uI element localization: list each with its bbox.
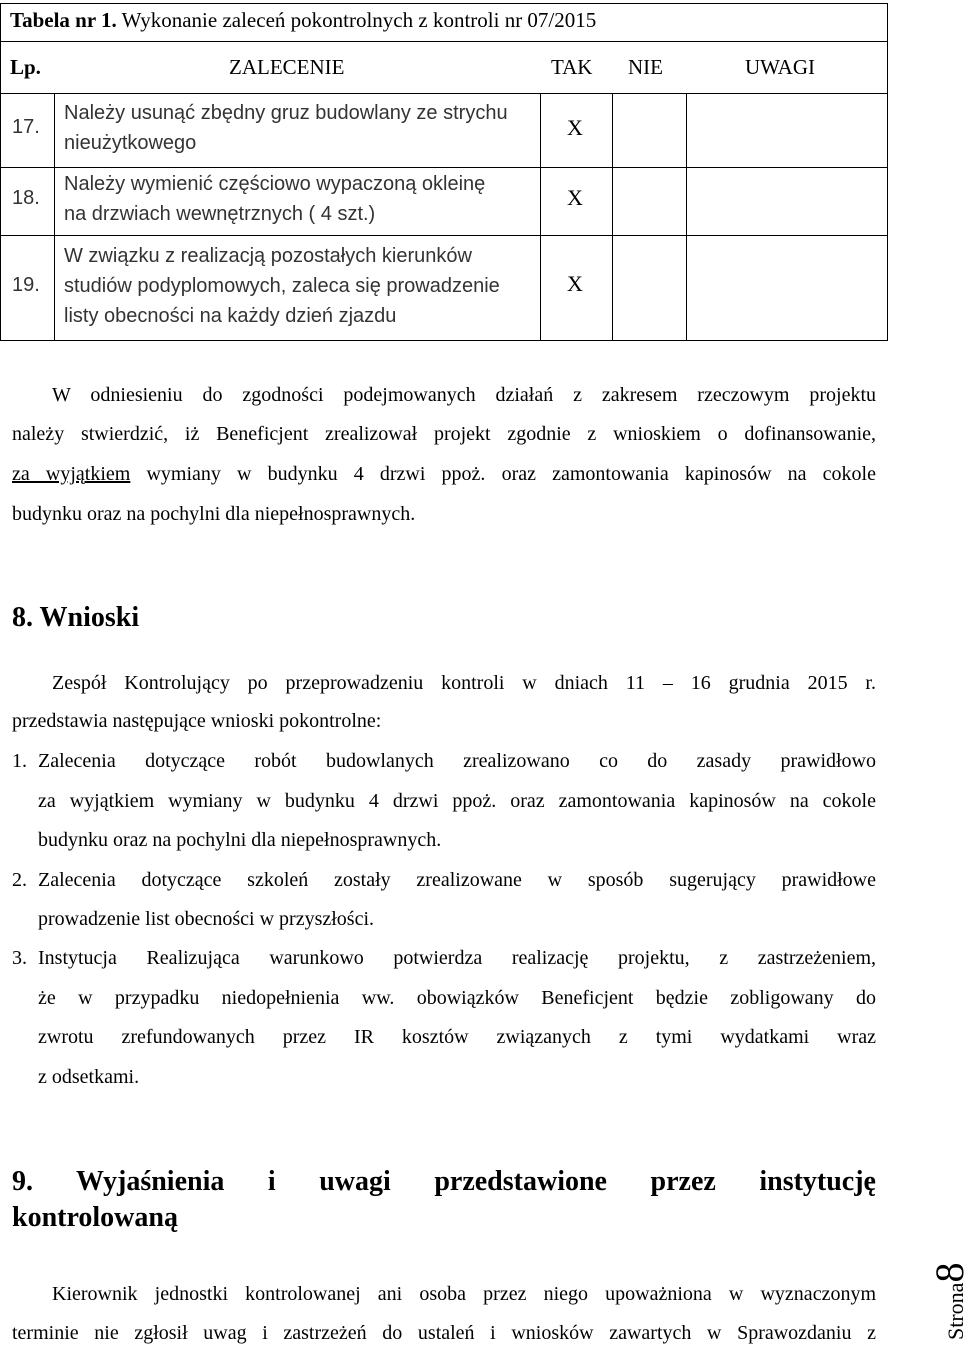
header-lp: Lp. [10,55,41,79]
conclusion-2-line-2: prowadzenie list obecności w przyszłości. [38,908,375,930]
section-8-intro-line-1: Zespół Kontrolujący po przeprowadzeniu kontroli w dniach 11 – 16 grudnia 2015 r. [52,672,876,694]
conclusion-1-line-2: za wyjątkiem wymiany w budynku 4 drzwi ppoż. oraz zamontowania kapinosów na cokole [38,790,876,812]
table-caption [10,8,596,33]
row-17-lp: 17. [12,116,40,138]
header-tak: TAK [551,55,593,79]
section-9-para-line-2: terminie nie zgłosił uwag i zastrzeżeń do ustaleń i wniosków zawartych w Sprawozdaniu z [12,1322,876,1344]
page-number: 8 [927,1262,972,1283]
conclusion-3-number: 3. [12,947,27,969]
section-9-heading-line-1: 9. Wyjaśnienia i uwagi przedstawione przez instytucję [12,1166,876,1197]
summary-line-3 [12,463,876,486]
summary-line-3-rest: wymiany w budynku 4 drzwi ppoż. oraz zamontowania kapinosów na cokole [130,463,876,485]
summary-underlined-phrase: za wyjątkiem [12,463,131,485]
conclusion-1-line-1: Zalecenia dotyczące robót budowlanych zrealizowano co do zasady prawidłowo [38,750,876,772]
row-18-text-line-2: na drzwiach wewnętrznych ( 4 szt.) [64,203,376,225]
conclusion-3-line-1: Instytucja Realizująca warunkowo potwierdza realizację projektu, z zastrzeżeniem, [38,947,876,969]
page-number-rotated [926,1263,973,1340]
row-19-lp: 19. [12,274,40,296]
row-17-tak-mark: X [567,115,583,140]
recommendations-table [0,0,888,341]
header-uwagi: UWAGI [745,55,815,79]
page-label: Strona [943,1282,968,1340]
row-17-text-line-1: Należy usunąć zbędny gruz budowlany ze strychu [64,102,508,124]
conclusion-3-line-4: z odsetkami. [38,1066,140,1088]
header-nie: NIE [628,55,663,79]
page-number-sidebar [926,1240,972,1340]
summary-line-2: należy stwierdzić, iż Beneficjent zrealizował projekt zgodnie z wnioskiem o dofinansowanie, [12,423,876,445]
row-19-text-line-2: studiów podyplomowych, zaleca się prowadzenie [64,275,500,297]
row-19-text-line-3: listy obecności na każdy dzień zjazdu [64,305,397,327]
section-9-heading-line-2: kontrolowaną [12,1202,178,1233]
table-caption-text: Wykonanie zaleceń pokontrolnych z kontroli nr 07/2015 [116,8,597,32]
row-19-tak-mark: X [567,271,583,296]
summary-line-4: budynku oraz na pochylni dla niepełnosprawnych. [12,503,416,525]
row-18-text-line-1: Należy wymienić częściowo wypaczoną okleinę [64,173,486,195]
row-19-text-line-1: W związku z realizacją pozostałych kierunków [64,245,472,267]
table-caption-label: Tabela nr 1. [10,8,117,32]
row-18-lp: 18. [12,187,40,209]
conclusion-3-line-2: że w przypadku niedopełnienia ww. obowiązków Beneficjent będzie zobligowany do [38,987,876,1009]
conclusion-2-number: 2. [12,869,27,891]
section-8-intro-line-2: przedstawia następujące wnioski pokontrolne: [12,710,382,732]
conclusion-3-line-3: zwrotu zrefundowanych przez IR kosztów związanych z tymi wydatkami wraz [38,1026,876,1048]
section-8-heading: 8. Wnioski [12,602,140,633]
row-18-tak-mark: X [567,185,583,210]
conclusion-1-number: 1. [12,750,27,772]
summary-line-1: W odniesieniu do zgodności podejmowanych działań z zakresem rzeczowym projektu [52,384,876,406]
conclusion-2-line-1: Zalecenia dotyczące szkoleń zostały zrealizowane w sposób sugerujący prawidłowe [38,869,876,891]
header-zalecenie: ZALECENIE [229,55,345,79]
section-9-para-line-1: Kierownik jednostki kontrolowanej ani osoba przez niego upoważniona w wyznaczonym [52,1283,876,1305]
row-17-text-line-2: nieużytkowego [64,132,197,154]
conclusion-1-line-3: budynku oraz na pochylni dla niepełnosprawnych. [38,829,442,851]
